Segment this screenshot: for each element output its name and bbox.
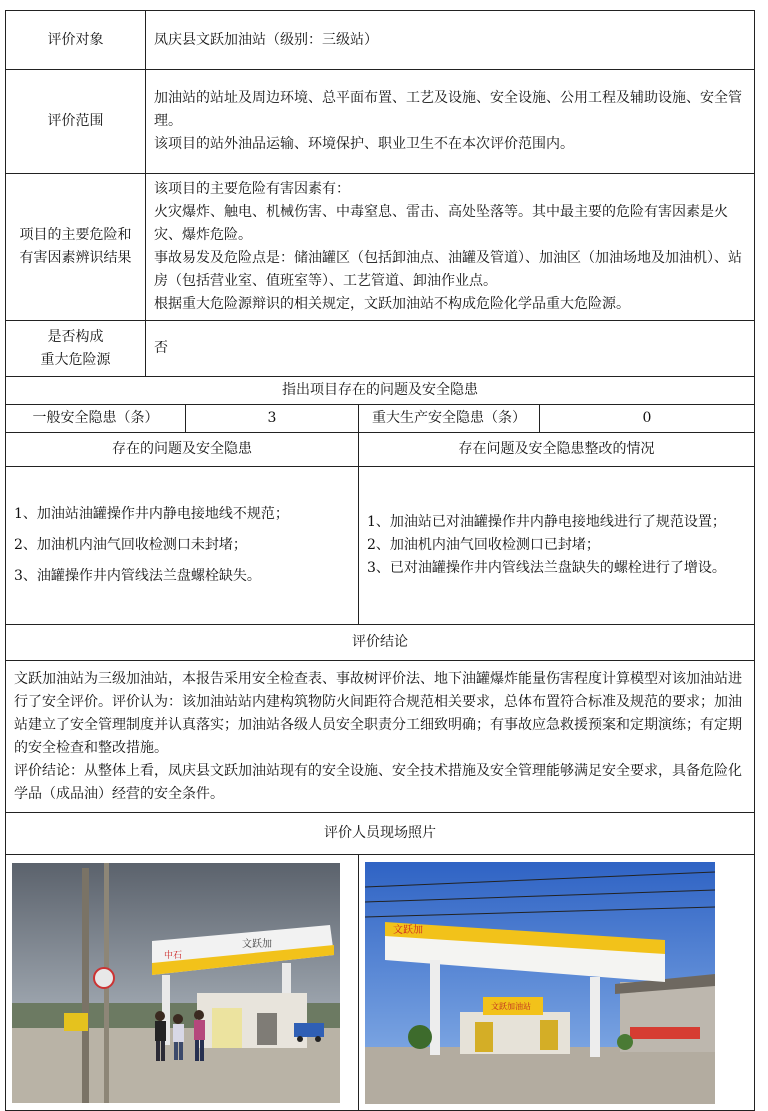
hazards-label: 项目的主要危险和有害因素辨识结果 [6, 174, 146, 321]
fixes-list [359, 467, 755, 625]
left-canopy-text: 文跃加 [242, 938, 272, 950]
left-photo-cell [6, 855, 359, 1111]
major-hazard-count: 0 [540, 405, 755, 433]
general-hazard-label: 一般安全隐患（条） [6, 405, 186, 433]
conclusion-paragraph: 文跃加油站为三级加油站，本报告采用安全检查表、事故树评价法、地下油罐爆炸能量伤害程度计算模型对该加油站进行了安全评价。评价认为：该加油站站内建构筑物防火间距符合规范相关要求，总体布置符合标准及规范的要求；加油站建立了安全管理制度并认真落实；加油站各级人员安全职责分工细致明确；有事故应急救援预案和定期演练；有定期的安全检查和整改措施。 [14, 670, 742, 756]
conclusion-body [6, 661, 755, 813]
scope-value [146, 70, 755, 174]
issues-header: 存在的问题及安全隐患 [6, 433, 359, 467]
conclusion-paragraph: 评价结论：从整体上看，凤庆县文跃加油站现有的安全设施、安全技术措施及安全管理能够满足安全要求，具备危险化学品（成品油）经营的安全条件。 [14, 762, 742, 802]
scope-line: 加油站的站址及周边环境、总平面布置、工艺及设施、安全设施、公用工程及辅助设施、安全管理。 [154, 90, 742, 129]
conclusion-title: 评价结论 [6, 625, 755, 661]
issues-list [6, 467, 359, 625]
hazards-line: 该项目的主要危险有害因素有： [154, 181, 350, 197]
issue-item: 2、加油机内油气回收检测口未封堵； [14, 537, 247, 553]
right-canopy-text: 文跃加 [393, 924, 423, 936]
major-source-label [6, 321, 146, 377]
object-value: 凤庆县文跃加油站（级别：三级站） [146, 11, 755, 70]
fixes-header: 存在问题及安全隐患整改的情况 [359, 433, 755, 467]
issue-item: 3、油罐操作井内管线法兰盘螺栓缺失。 [14, 568, 261, 584]
scope-line: 该项目的站外油品运输、环境保护、职业卫生不在本次评价范围内。 [154, 136, 574, 152]
right-photo-cell [359, 855, 755, 1111]
left-sign-text: 中石 [164, 950, 183, 961]
photos-title: 评价人员现场照片 [6, 813, 755, 855]
right-site-photo [365, 862, 748, 1104]
evaluation-table [5, 10, 755, 1111]
major-source-label-line: 重大危险源 [40, 351, 111, 368]
hazards-value [146, 174, 755, 321]
major-hazard-label: 重大生产安全隐患（条） [359, 405, 540, 433]
general-hazard-count: 3 [186, 405, 359, 433]
fix-item: 3、已对油罐操作井内管线法兰盘缺失的螺栓进行了增设。 [367, 560, 726, 576]
scope-label: 评价范围 [6, 70, 146, 174]
hazards-line: 根据重大危险源辩识的相关规定，文跃加油站不构成危险化学品重大危险源。 [154, 296, 630, 312]
fix-item: 2、加油机内油气回收检测口已封堵； [367, 537, 600, 553]
major-source-label-line: 是否构成 [47, 328, 104, 345]
left-site-photo-image [12, 863, 340, 1103]
right-site-photo-image [365, 862, 715, 1104]
hazards-line: 事故易发及危险点是：储油罐区（包括卸油点、油罐及管道）、加油区（加油场地及加油机）、站房（包括营业室、值班室等）、工艺管道、卸油作业点。 [154, 250, 742, 289]
left-site-photo [12, 863, 352, 1103]
fix-item: 1、加油站已对油罐操作井内静电接地线进行了规范设置； [367, 514, 726, 530]
hazards-line: 火灾爆炸、触电、机械伤害、中毒窒息、雷击、高处坠落等。其中最主要的危险有害因素是火灾、爆炸危险。 [154, 204, 728, 243]
issue-item: 1、加油站油罐操作井内静电接地线不规范； [14, 506, 289, 522]
issues-section-title: 指出项目存在的问题及安全隐患 [6, 377, 755, 405]
object-label: 评价对象 [6, 11, 146, 70]
major-source-value: 否 [146, 321, 755, 377]
right-banner-text: 文跃加油站 [491, 1001, 531, 1011]
